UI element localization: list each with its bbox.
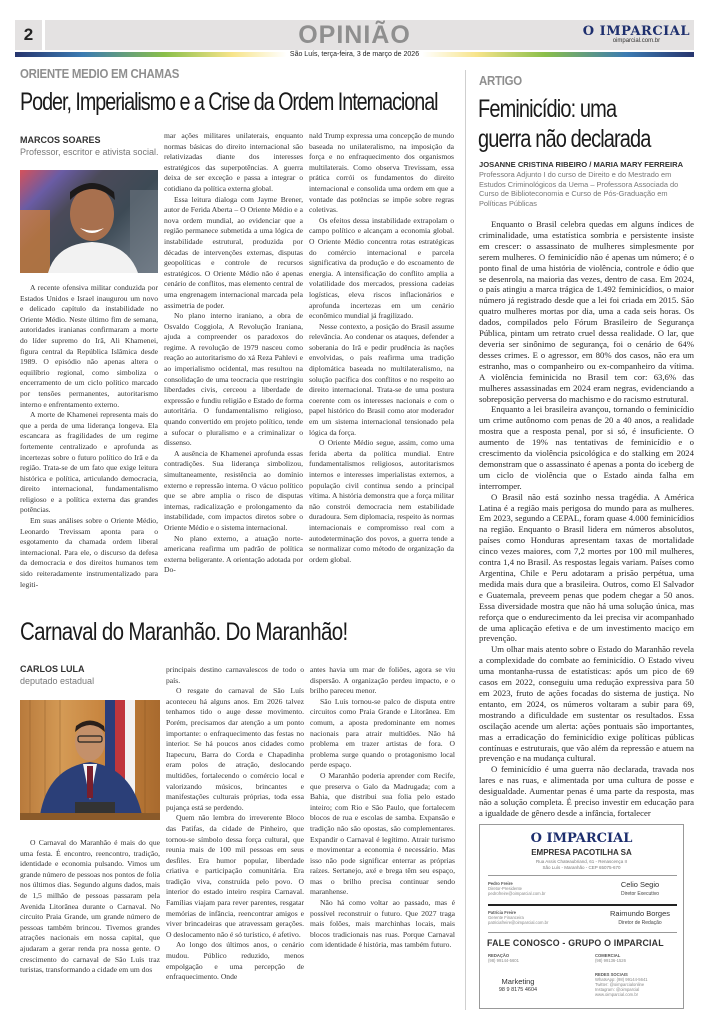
contact-label: REDES SOCIAIS [595, 972, 628, 977]
divider [488, 932, 677, 933]
divider [488, 875, 677, 876]
paragraph: Não há como voltar ao passado, mas é possível reconstruir o futuro. Que 2027 traga mais folões, mais marchinhas locais, mais blocos tradicionais nas ruas. Porque Carnaval com identidade é história, mas também futuro. [310, 898, 455, 950]
person-celio [600, 880, 680, 897]
person-name: Celio Segio [620, 880, 660, 889]
contact-marketing [488, 977, 548, 995]
paragraph: No plano externo, a atuação norte-americana reafirma um padrão de política externa beligerante. A orientação adotada por Do- [164, 533, 303, 575]
column-divider [465, 70, 466, 1010]
contact-title: FALE CONOSCO - GRUPO O IMPARCIAL [487, 938, 664, 948]
address-line: São Luís - Maranhão - CEP 65075-670 [542, 865, 621, 870]
contact-comercial [595, 953, 626, 963]
paragraph: principais destino carnavalescos de todo o país. [166, 665, 304, 685]
article2-headline: Carnaval do Maranhão. Do Maranhão! [20, 618, 348, 646]
social-line[interactable]: Twitter: @oimparcialonline [595, 982, 645, 987]
expediente-box [479, 824, 684, 1009]
contact-social [595, 972, 648, 997]
article1-column-3 [309, 131, 454, 565]
social-line[interactable]: WhatsApp: (98) 99144-5641 [595, 977, 648, 982]
person-email[interactable]: pedrofreire@oimparcial.com.br [488, 891, 546, 896]
article3-author-role: Professora Adjunto I do curso de Direito e do Mestrado em Estudos Criminológicos da Uema – Professora Associada do Curso de Biblioteconomia e Curso de Pós-Graduação em Políticas Públicas [479, 170, 679, 208]
article3-body [479, 219, 694, 819]
article3-headline [478, 94, 651, 154]
paragraph: Essa leitura dialoga com Jayme Brener, autor de Ferida Aberta – O Oriente Médio e a nova ordem mundial, ao evidenciar que a região permanece submetida a uma lógica de instabilidade estrutural, produzida por décadas de intervenções externas, disputas geopolíticas e controle de recursos estratégicos. O Oriente Médio não é apenas cenário de conflitos, mas elemento central de uma engrenagem internacional marcada pela assimetria de poder. [164, 194, 303, 310]
person-name: Raimundo Borges [609, 909, 671, 918]
contact-label: Marketing [501, 977, 535, 986]
paragraph: Nesse contexto, a posição do Brasil assume relevância. Ao condenar os ataques, defender a soberania do Irã e pedir prudência às nações envolvidas, o país reafirma uma tradição diplomática baseada no multilateralismo, na solução pacífica dos conflitos e no respeito ao direito internacional. Trata-se de uma postura coerente com os interesses nacionais e com o papel histórico do Brasil como ator moderador em um sistema internacional tensionado pela lógica da força. [309, 321, 454, 437]
contact-phone[interactable]: (98) 99136-1526 [595, 958, 626, 963]
person-role: Diretor de Redação [618, 920, 662, 926]
paragraph: Quem não lembra do irreverente Bloco das Patifas, da cidade de Pinheiro, que tornou-se símbolo dessa força cultural, que reunia mais de 100 mil pessoas em seus desfiles. Era humor popular, liberdade criativa e participação comunitária. Era tradição viva, construída pelo povo. O interior do estado inteiro respira Carnaval. Famílias viajam para rever parentes, resgatar memórias de infância, reencontrar amigos e viver brincadeiras que atravessam gerações. O deslocamento não é só turístico, é afetivo. [166, 813, 304, 939]
paragraph: O feminicídio é uma guerra não declarada, travada nos lares e nas ruas, e alimentada por uma cultura de posse e desigualdade. Aumentar penas é uma parte da resposta, mas não a solução completa. É preciso investir em educação para a igualdade de gênero desde a infância, fortalecer [479, 764, 694, 818]
person-name: Pedro Freire [488, 881, 513, 886]
person-role: Gerente Financeira [488, 915, 524, 920]
paragraph: Em suas análises sobre o Oriente Médio, Leonardo Trevissam aponta para o esgotamento da chamada ordem liberal internacional. Para ele, o discurso da defesa da democracia e dos direitos humanos tem sido reiteradamente instrumentalizado para legiti- [20, 516, 158, 589]
paragraph: Ao longo dos últimos anos, o cenário mudou. Público reduzido, menos empolgação e uma percepção de enfraquecimento. Onde [166, 940, 304, 982]
address-line: Rua Assis Chateaubriand, 61 - Renascença II [535, 859, 628, 864]
divider [488, 904, 677, 906]
person-role: Diretor Executivo [620, 891, 660, 897]
paragraph: nald Trump expressa uma concepção de mundo baseada no unilateralismo, na imposição da força e no enfraquecimento dos organismos multilaterais. Como observa Trevissam, essa prática corrói os fundamentos do direito internacional e consolida uma ordem em que a vontade das potências se impõe sobre regras coletivas. [309, 131, 454, 215]
person-role: Diretor-Presidente [488, 886, 522, 891]
paragraph: A recente ofensiva militar conduzida por Estados Unidos e Israel inaugurou um novo e delicado capítulo da instabilidade no Oriente Médio. Neste último fim de semana, autoridades iranianas confirmaram a morte do líder supremo do Irã, Ali Khamenei, figura central da República Islâmica desde 1989. O episódio não apenas altera o equilíbrio regional, como simboliza o encerramento de um ciclo político marcado por tensões permanentes, autoritarismo interno e enfrentamento externo. [20, 283, 158, 409]
brand-logo[interactable] [583, 24, 690, 44]
author-photo-carlos-lula [20, 700, 160, 820]
paragraph: O Maranhão poderia aprender com Recife, que preserva o Galo da Madrugada; com a Bahia, que distribui sua folia pelo estado inteiro; com Rio e São Paulo, que fortalecem blocos de rua e escolas de samba. Expansão e tradição não são opostas, são complementares. Expandir o Carnaval é legítimo. Atrair turismo e movimentar a economia é necessário. Mas isso não pode significar enterrar as próprias raízes. Sertanejo, axé e brega têm seu espaço, mas o brilho precisa continuar sendo maranhense. [310, 770, 455, 897]
paragraph: Os efeitos dessa instabilidade extrapolam o campo político e alcançam a economia global. O Oriente Médio concentra rotas estratégicas do comércio internacional e parcela significativa da produção e do escoamento de energia. A intensificação do conflito amplia a volatilidade dos mercados, pressiona cadeias logísticas, eleva riscos inflacionários e aprofunda incertezas em um cenário econômico mundial já fragilizado. [309, 215, 454, 321]
paragraph: O Carnaval do Maranhão é mais do que uma festa. É encontro, reencontro, tradição, identidade e economia pulsando. Vimos um grande número de pessoas nos pontos de folia nos últimos dias. Segundo alguns dados, mais de 1,5 milhão de pessoas passaram pela Avenida Litorânea durante o Carnaval. No circuito Praia Grande, um grande número de pessoas também brincou. Tivemos grandes atrações nacionais em nossa capital, que ajudaram a gerar renda pra nossa gente. O crescimento do carnaval de São Luís traz turistas, transformando a cidade em um dos [20, 838, 160, 975]
paragraph: Enquanto a lei brasileira avançou, tornando o feminicídio um crime autônomo com penas de 20 a 40 anos, a realidade mostra que a resposta penal, por si só, é insuficiente. O aumento de 19% nas tentativas de feminicídio e o crescimento da violência psicológica e do stalking em 2024 demonstram que o assassinato é apenas a ponta do iceberg de um ciclo de violência que o Estado ainda falha em interromper. [479, 404, 694, 491]
contact-label: REDAÇÃO [488, 953, 510, 958]
person-patricia [488, 910, 548, 925]
paragraph: A morte de Khamenei representa mais do que a perda de uma liderança longeva. Ela escancara as fragilidades de um regime fortemente centralizado e aprofunda as incertezas sobre o futuro político do Irã e da região. Trata-se de um fato que exige leitura histórica e política, articulando democracia, direito internacional, fundamentalismo religioso e a política externa das grandes potências. [20, 410, 158, 515]
paragraph: antes havia um mar de foliões, agora se viu dispersão. A organização perdeu impacto, e o brilho pareceu menor. [310, 665, 455, 696]
section-title: OPINIÃO [298, 21, 411, 49]
paragraph: O Brasil não está sozinho nessa tragédia. A América Latina é a região mais perigosa do mundo para as mulheres. Em 2023, segundo a CEPAL, foram quase 4.000 feminicídios na região. Enquanto o Brasil lidera em números absolutos, países como Honduras apresentam taxas de mortalidade cinco vezes maiores, com 7,2 mortes por 100 mil mulheres, contra 1,4 no Brasil. As respostas legais variam. Países como Argentina, Chile e Peru adotaram a prisão perpétua, uma medida mais dura que a brasileira. Outros, como El Salvador e Guatemala, preveem penas que podem chegar a 50 anos. Essa diversidade mostra que não há uma solução única, mas reforça que o endurecimento da lei precisa vir acompanhado de uma aplicação efetiva e de um investimento maciço em prevenção. [479, 491, 694, 644]
paragraph: A ausência de Khamenei aprofunda essas contradições. Sua liderança simbolizou, simultaneamente, resistência ao domínio externo e repressão interna. O vácuo político que se abre amplia o risco de disputas internas, radicalização e prolongamento da instabilidade, com impactos diretos sobre o Oriente Médio e o sistema internacional. [164, 448, 303, 532]
contact-phone[interactable]: (98) 99144-5601 [488, 958, 519, 963]
article1-author-role: Professor, escritor e ativista social. [20, 147, 159, 157]
person-raimundo [595, 909, 685, 926]
article2-column-3 [310, 665, 455, 951]
paragraph: No plano interno iraniano, a obra de Osvaldo Coggiola, A Revolução Iraniana, ajuda a compreender os paradoxos do regime. A revolução de 1979 nasceu como reação ao autoritarismo do xá Reza Pahlevi e ao imperialismo ocidental, mas resultou na consolidação de uma teocracia que restringiu liberdades civis, cerceou a liberdade de expressão e fundiu religião e Estado de forma autoritária. O fundamentalismo religioso, quando convertido em projeto político, tende a sufocar o pluralismo e a criminalizar o dissenso. [164, 311, 303, 448]
article1-headline: Poder, Imperialismo e a Crise da Ordem Internacional [20, 88, 438, 116]
social-line[interactable]: Instagram: @oimparcial [595, 987, 640, 992]
article3-headline-line2: guerra não declarada [478, 125, 651, 153]
expediente-company: EMPRESA PACOTILHA SA [531, 848, 632, 857]
article1-column-1 [20, 283, 158, 590]
article3-kicker: ARTIGO [479, 73, 522, 88]
brand-name: O IMPARCIAL [582, 24, 690, 39]
contact-phone[interactable]: 98 9 8175 4604 [498, 987, 538, 993]
paragraph: O resgate do carnaval de São Luís aconteceu há alguns anos. Em 2026 talvez tenhamos tido o auge desse movimento. Porém, precisamos dar atenção a um ponto importante: o enfraquecimento das festas no interior. Se há poucos anos cidades como Itapecuru, Barra do Corda e Chapadinha eram polos de atração, deslocando multidões, fortalecendo o comércio local e valorizando músicos, brincantes e manifestações culturais próprias, toda essa pujança está se perdendo. [166, 686, 304, 812]
brand-url[interactable]: oimparcial.com.br [612, 38, 661, 44]
article2-author-role: deputado estadual [20, 676, 95, 686]
article2-author: CARLOS LULA [20, 664, 85, 674]
person-email[interactable]: patriciafreire@oimparcial.com.br [488, 920, 549, 925]
article1-kicker: ORIENTE MEDIO EM CHAMAS [20, 66, 180, 81]
paragraph: Enquanto o Brasil celebra quedas em alguns índices de criminalidade, uma estatística sombria e persistente insiste em crescer: o assassinato de mulheres simplesmente por serem mulheres. O feminicídio não é apenas um número; é o ponto final de uma história de violência, controle e ódio que se desenrola, na maioria das vezes, dentro de casa. Em 2024, o país atingiu a marca trágica de 1.492 feminicídios, o maior número já registrado desde que a lei foi criada em 2015. São quatro mulheres mortas por dia, uma a cada seis horas. Os dados, compilados pelo Fórum Brasileiro de Segurança Pública, pintam um retrato cruel dessa realidade. O lar, que deveria ser sinônimo de segurança, foi o cenário de 64% desses crimes. E o agressor, em 80% dos casos, não era um estranho, mas o companheiro ou ex-companheiro da vítima. A violência feminicida no Brasil tem cor: 63,6% das mulheres assassinadas em 2024 eram negras, evidenciando a sobreposição perversa do machismo e do racismo estrutural. [479, 219, 694, 404]
article3-headline-line1: Feminicídio: uma [478, 95, 617, 123]
paragraph: São Luís tornou-se palco de disputa entre circuitos como Praia Grande e Litorânea. Em comum, a aposta predominante em nomes nacionais para atrair multidões. Não há problema em trazer artistas de fora. O problema surge quando o protagonismo local perde espaço. [310, 696, 455, 770]
author-photo-marcos-soares [20, 170, 158, 273]
paragraph: mar ações militares unilaterais, enquanto normas básicas do direito internacional são relativizadas diante dos interesses estratégicos das superpotências. A guerra deixa de ser exceção e passa a integrar o cotidiano da política externa global. [164, 131, 303, 193]
dateline [0, 51, 709, 58]
portrait-illustration [20, 700, 160, 820]
expediente-logo: O IMPARCIAL [530, 831, 633, 846]
article3-author: JOSANNE CRISTINA RIBEIRO / MARIA MARY FERREIRA [479, 160, 684, 169]
dateline-text: São Luís, terça-feira, 3 de março de 2026 [286, 51, 423, 58]
page-number: 2 [15, 20, 45, 50]
portrait-illustration [20, 170, 158, 273]
expediente-address [480, 859, 683, 871]
contact-redacao [488, 953, 519, 963]
article2-column-1 [20, 838, 160, 976]
paragraph: O Oriente Médio segue, assim, como uma ferida aberta da política mundial. Entre fundamentalismos religiosos, autoritarismos internos e interesses imperialistas externos, a população civil continua sendo a principal vítima. A história demonstra que a força militar não constrói democracia nem estabilidade duradoura. Sem diplomacia, respeito às normas internacionais e compromisso real com a autodeterminação dos povos, a guerra tende a se normalizar como método de organização da ordem global. [309, 438, 454, 564]
article1-column-2 [164, 131, 303, 576]
person-name: Patrícia Freire [488, 910, 516, 915]
social-line[interactable]: www.oimparcial.com.br [595, 992, 639, 997]
paragraph: Um olhar mais atento sobre o Estado do Maranhão revela a complexidade do combate ao feminicídio. O Estado viveu uma montanha-russa de estatísticas: após um pico de 69 casos em 2022, conseguiu uma redução expressiva para 50 em 2023, fruto de ações focadas do sistema de justiça. No entanto, em 2024, os números voltaram a subir para 69, mostrando a dificuldade em sustentar os resultados. Essa oscilação acende um alerta: ações pontuais são importantes, mas a erradicação do feminicídio exige políticas públicas contínuas e estruturais, que vão além da repressão e atuem na prevenção e na mudança cultural. [479, 644, 694, 764]
person-pedro [488, 881, 546, 896]
article1-author: MARCOS SOARES [20, 135, 101, 145]
article2-column-2 [166, 665, 304, 983]
contact-label: COMERCIAL [595, 953, 621, 958]
